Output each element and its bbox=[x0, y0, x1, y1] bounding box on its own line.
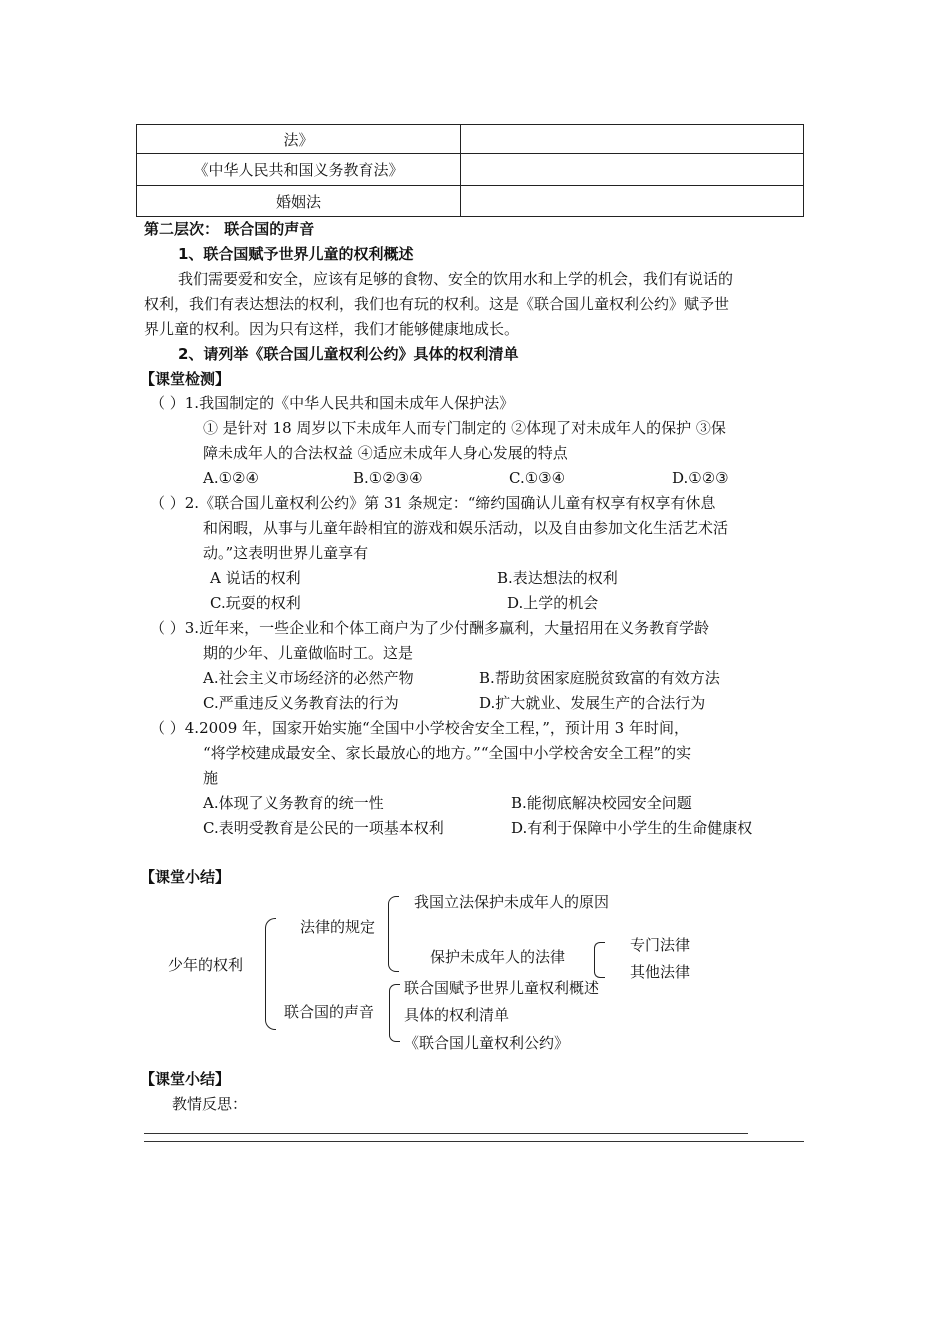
table-row bbox=[137, 154, 804, 186]
table-row bbox=[137, 186, 804, 217]
table-cell-law: 法》 bbox=[137, 125, 461, 154]
reflection-line[interactable] bbox=[144, 1133, 748, 1134]
mindmap-item: 联合国赋予世界儿童权利概述 bbox=[404, 979, 600, 997]
mindmap-item: 保护未成年人的法律 bbox=[430, 948, 566, 966]
mindmap-subitem: 其他法律 bbox=[630, 963, 691, 981]
mindmap-brace bbox=[265, 918, 276, 1030]
table-cell-blank[interactable] bbox=[461, 186, 804, 217]
mindmap-root: 少年的权利 bbox=[168, 956, 244, 974]
question-4-stem: （ ）4.2009 年，国家开始实施“全国中小学校舍安全工程，”，预计用 3 年时间， bbox=[150, 719, 689, 737]
quiz-heading: 【课堂检测】 bbox=[140, 370, 231, 388]
option-b[interactable]: B.帮助贫困家庭脱贫致富的有效方法 bbox=[479, 669, 720, 687]
mindmap-item: 具体的权利清单 bbox=[404, 1006, 510, 1024]
subheading-overview: 1、联合国赋予世界儿童的权利概述 bbox=[178, 245, 414, 263]
option-c[interactable]: C.严重违反义务教育法的行为 bbox=[203, 694, 399, 712]
option-c[interactable]: C.表明受教育是公民的一项基本权利 bbox=[203, 819, 444, 837]
option-d[interactable]: D.有利于保障中小学生的生命健康权 bbox=[511, 819, 753, 837]
paragraph-line: 我们需要爱和安全，应该有足够的食物、安全的饮用水和上学的机会，我们有说话的 bbox=[178, 270, 734, 288]
table-cell-blank[interactable] bbox=[461, 125, 804, 154]
subheading-list: 2、请列举《联合国儿童权利公约》具体的权利清单 bbox=[178, 345, 519, 363]
question-1-text: ① 是针对 18 周岁以下未成年人而专门制定的 ②体现了对未成年人的保护 ③保 bbox=[203, 419, 726, 437]
reflection-heading: 【课堂小结】 bbox=[140, 1070, 231, 1088]
option-d[interactable]: D.上学的机会 bbox=[507, 594, 599, 612]
option-b[interactable]: B.①②③④ bbox=[353, 469, 423, 487]
mindmap-branch-law: 法律的规定 bbox=[300, 918, 376, 936]
reflection-line[interactable] bbox=[144, 1141, 804, 1142]
option-a[interactable]: A.社会主义市场经济的必然产物 bbox=[203, 669, 414, 687]
reflection-label: 教情反思： bbox=[172, 1095, 248, 1113]
option-a[interactable]: A.体现了义务教育的统一性 bbox=[203, 794, 384, 812]
paragraph-line: 界儿童的权利。因为只有这样，我们才能够健康地成长。 bbox=[144, 320, 520, 338]
summary-heading: 【课堂小结】 bbox=[140, 868, 231, 886]
question-2-text: 和闲暇，从事与儿童年龄相宜的游戏和娱乐活动，以及自由参加文化生活艺术活 bbox=[203, 519, 729, 537]
question-4-text: “将学校建成最安全、家长最放心的地方。”“全国中小学校舍安全工程”的实 bbox=[203, 744, 692, 762]
question-1-stem: （ ）1.我国制定的《中华人民共和国未成年人保护法》 bbox=[150, 394, 515, 412]
option-b[interactable]: B.能彻底解决校园安全问题 bbox=[511, 794, 692, 812]
question-3-stem: （ ）3.近年来，一些企业和个体工商户为了少付酬多赢利，大量招用在义务教育学龄 bbox=[150, 619, 710, 637]
mindmap-brace bbox=[389, 984, 400, 1042]
mindmap-branch-un: 联合国的声音 bbox=[284, 1003, 375, 1021]
option-c[interactable]: C.玩耍的权利 bbox=[210, 594, 301, 612]
question-1-text: 障未成年人的合法权益 ④适应未成年人身心发展的特点 bbox=[203, 444, 568, 462]
option-a[interactable]: A.①②④ bbox=[203, 469, 259, 487]
option-b[interactable]: B.表达想法的权利 bbox=[497, 569, 618, 587]
table-cell-blank[interactable] bbox=[461, 154, 804, 186]
table-cell-law: 婚姻法 bbox=[137, 186, 461, 217]
question-3-text: 期的少年、儿童做临时工。这是 bbox=[203, 644, 414, 662]
law-table bbox=[136, 124, 804, 217]
question-2-text: 动。”这表明世界儿童享有 bbox=[203, 544, 369, 562]
option-a[interactable]: A 说话的权利 bbox=[210, 569, 301, 587]
mindmap-brace bbox=[388, 896, 399, 972]
question-2-stem: （ ）2.《联合国儿童权利公约》第 31 条规定：“缔约国确认儿童有权享有权享有休息 bbox=[150, 494, 716, 512]
table-row bbox=[137, 125, 804, 154]
mindmap-brace bbox=[594, 942, 605, 978]
option-c[interactable]: C.①③④ bbox=[509, 469, 566, 487]
table-cell-law: 《中华人民共和国义务教育法》 bbox=[137, 154, 461, 186]
question-4-text: 施 bbox=[203, 769, 219, 787]
option-d[interactable]: D.①②③ bbox=[672, 469, 729, 487]
mindmap-item: 我国立法保护未成年人的原因 bbox=[414, 893, 610, 911]
paragraph-line: 权利，我们有表达想法的权利，我们也有玩的权利。这是《联合国儿童权利公约》赋予世 bbox=[144, 295, 730, 313]
mindmap-item: 《联合国儿童权利公约》 bbox=[404, 1034, 570, 1052]
option-d[interactable]: D.扩大就业、发展生产的合法行为 bbox=[479, 694, 706, 712]
section-heading: 第二层次： 联合国的声音 bbox=[144, 220, 315, 238]
mindmap-subitem: 专门法律 bbox=[630, 936, 691, 954]
